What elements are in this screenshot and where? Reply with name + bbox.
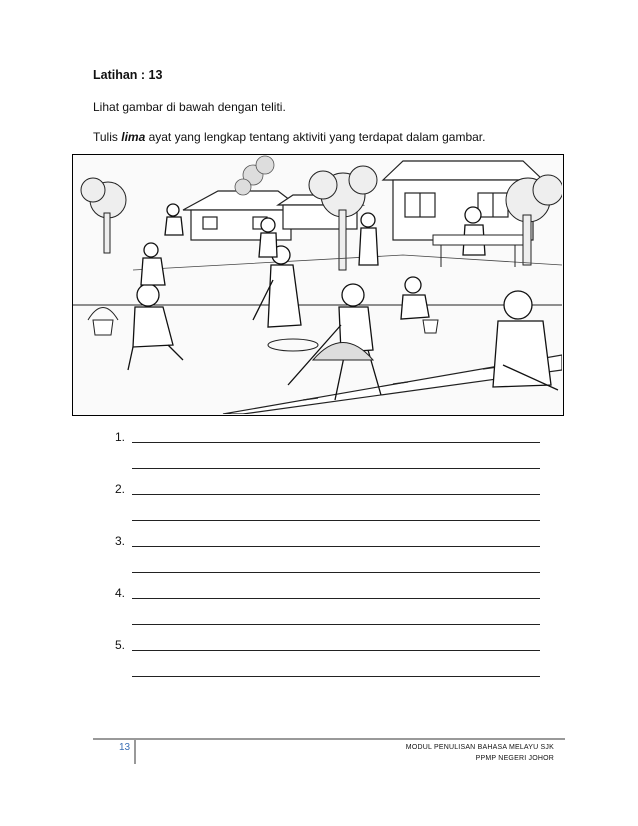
gotong-royong-illustration <box>72 154 564 416</box>
instruction-write-emphasis: lima <box>121 130 146 144</box>
answer-line[interactable] <box>132 650 540 651</box>
answer-item[interactable] <box>110 534 540 586</box>
answer-number: 2. <box>115 482 126 496</box>
answer-line[interactable] <box>132 624 540 625</box>
answer-number: 3. <box>115 534 126 548</box>
answer-item[interactable] <box>110 430 540 482</box>
exercise-title: Latihan : 13 <box>93 68 163 82</box>
page-number: 13 <box>119 742 131 753</box>
page-number-bar <box>134 740 136 764</box>
answer-line[interactable] <box>132 676 540 677</box>
answer-item[interactable] <box>110 638 540 690</box>
instruction-write-pre: Tulis <box>93 130 122 144</box>
footer-module-info <box>406 742 554 764</box>
illustration-drawing <box>73 155 562 414</box>
answer-line[interactable] <box>132 598 540 599</box>
answer-line[interactable] <box>132 442 540 443</box>
answer-item[interactable] <box>110 482 540 534</box>
footer-module: MODUL PENULISAN BAHASA MELAYU SJK <box>405 744 554 751</box>
answer-number: 4. <box>115 586 126 600</box>
answer-line[interactable] <box>132 572 540 573</box>
instruction-look: Lihat gambar di bawah dengan teliti. <box>93 100 286 114</box>
answer-line[interactable] <box>132 520 540 521</box>
instruction-write <box>93 130 485 144</box>
footer-divider <box>93 738 565 740</box>
answer-item[interactable] <box>110 586 540 638</box>
answer-lines <box>110 430 540 690</box>
answer-line[interactable] <box>132 494 540 495</box>
answer-line[interactable] <box>132 546 540 547</box>
answer-number: 5. <box>115 638 126 652</box>
answer-number: 1. <box>115 430 126 444</box>
instruction-write-post: ayat yang lengkap tentang aktiviti yang terdapat dalam gambar. <box>145 130 486 144</box>
answer-line[interactable] <box>132 468 540 469</box>
footer-state: PPMP NEGERI JOHOR <box>475 755 554 762</box>
